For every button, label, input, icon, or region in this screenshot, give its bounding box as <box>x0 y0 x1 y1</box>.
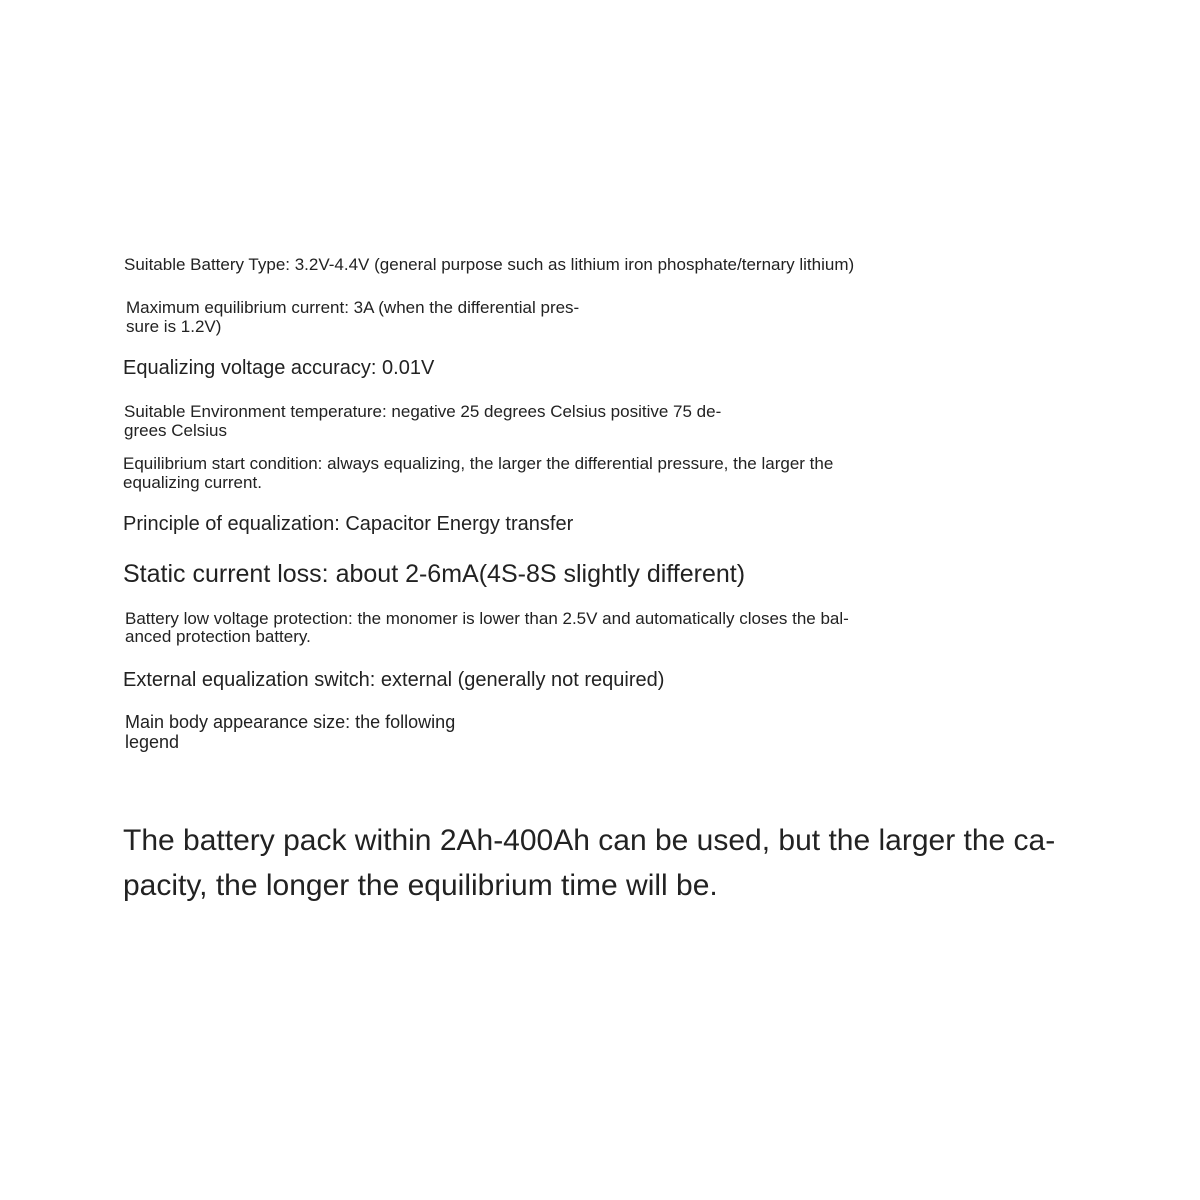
capacity-note <box>123 818 1055 908</box>
spec-max-current-line-1: Maximum equilibrium current: 3A (when the differential pres- <box>126 298 580 317</box>
spec-low-voltage-line-1: Battery low voltage protection: the monomer is lower than 2.5V and automatically closes the bal- <box>125 609 849 628</box>
spec-env-temperature-line-2: grees Celsius <box>124 421 227 440</box>
spec-principle: Principle of equalization: Capacitor Energy transfer <box>123 513 574 535</box>
spec-max-current-line-2: sure is 1.2V) <box>126 317 222 336</box>
spec-start-condition <box>123 454 833 492</box>
spec-start-condition-line-1: Equilibrium start condition: always equalizing, the larger the differential pressure, the larger the <box>123 454 834 473</box>
spec-static-loss: Static current loss: about 2-6mA(4S-8S slightly different) <box>123 560 746 588</box>
spec-low-voltage <box>125 610 849 646</box>
spec-env-temperature <box>124 402 721 440</box>
spec-env-temperature-line-1: Suitable Environment temperature: negative 25 degrees Celsius positive 75 de- <box>124 402 722 421</box>
spec-start-condition-line-2: equalizing current. <box>123 473 262 492</box>
spec-max-current <box>126 298 579 336</box>
spec-switch: External equalization switch: external (generally not required) <box>123 669 665 691</box>
spec-low-voltage-line-2: anced protection battery. <box>125 627 311 646</box>
spec-size <box>125 712 455 752</box>
spec-voltage-accuracy: Equalizing voltage accuracy: 0.01V <box>123 357 435 379</box>
spec-battery-type: Suitable Battery Type: 3.2V-4.4V (general purpose such as lithium iron phosphate/ternary lithium) <box>124 255 855 274</box>
spec-size-line-2: legend <box>125 732 180 752</box>
capacity-note-line-2: pacity, the longer the equilibrium time will be. <box>123 869 718 902</box>
spec-size-line-1: Main body appearance size: the following <box>125 712 456 732</box>
capacity-note-line-1: The battery pack within 2Ah-400Ah can be used, but the larger the ca- <box>123 824 1056 857</box>
